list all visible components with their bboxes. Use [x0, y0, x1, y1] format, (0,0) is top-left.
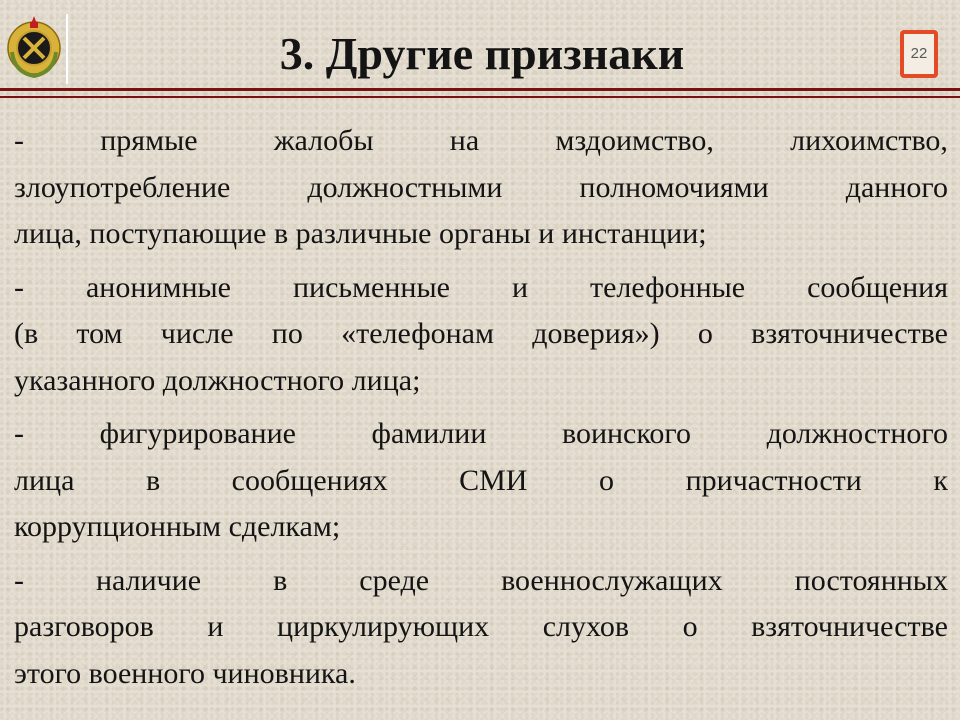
word: данного [845, 170, 948, 204]
page-number: 22 [904, 34, 934, 74]
word: должностными [307, 170, 503, 204]
word: слухов [542, 610, 630, 643]
slide-header [0, 0, 960, 100]
word: - [14, 417, 24, 450]
word: мздоимство, [555, 124, 714, 157]
text-line [14, 458, 948, 505]
word: лица [14, 463, 75, 497]
word: циркулирующих [277, 610, 490, 643]
word: - [14, 270, 24, 304]
word: в [273, 563, 288, 597]
text-line [14, 558, 948, 605]
word: СМИ [459, 463, 528, 497]
word: о [697, 317, 713, 350]
word: фигурирование [99, 417, 296, 450]
bullet-paragraph [14, 558, 948, 698]
word: доверия») [532, 317, 660, 350]
word: прямые [100, 124, 198, 157]
word: к [933, 463, 948, 497]
word: постоянных [794, 563, 948, 597]
word: воинского [561, 417, 691, 450]
word: том [76, 317, 123, 350]
slide-title: 3. Другие признаки [279, 28, 685, 79]
word: жалобы [273, 124, 374, 157]
word: разговоров [14, 610, 154, 643]
word: среде [359, 563, 430, 597]
word: числе [160, 317, 234, 350]
text-line [14, 504, 948, 551]
word: на [449, 124, 480, 157]
word: взяточничестве [751, 610, 948, 643]
word: полномочиями [579, 170, 769, 204]
text-line [14, 358, 948, 405]
word: (в [14, 317, 39, 350]
word: этого военного чиновника. [14, 656, 356, 690]
word: злоупотребление [14, 170, 231, 204]
word: взяточничестве [751, 317, 948, 350]
page-number-badge [900, 30, 938, 78]
word: в [145, 463, 161, 497]
text-line [14, 311, 948, 358]
bullet-paragraph [14, 411, 948, 551]
word: по [271, 317, 303, 350]
word: - [14, 124, 24, 157]
word: - [14, 563, 24, 597]
text-line [14, 211, 948, 258]
word: и [207, 610, 224, 643]
text-line [14, 265, 948, 312]
text-line [14, 411, 948, 458]
word: сообщения [807, 270, 948, 304]
word: телефонные [590, 270, 746, 304]
word: сообщениях [231, 463, 388, 497]
header-rule-top [0, 88, 960, 91]
word: о [682, 610, 698, 643]
word: коррупционным сделкам; [14, 510, 341, 543]
word: письменные [292, 270, 450, 304]
word: анонимные [85, 270, 231, 304]
bullet-paragraph [14, 265, 948, 405]
bullet-paragraph [14, 118, 948, 258]
text-line [14, 165, 948, 212]
word: лихоимство, [790, 124, 948, 157]
header-rule-bottom [0, 96, 960, 98]
word: фамилии [371, 417, 487, 450]
word: лица, поступающие в различные органы и инстанции; [14, 217, 707, 250]
text-line [14, 604, 948, 651]
text-line [14, 651, 948, 698]
word: о [599, 463, 615, 497]
word: указанного должностного лица; [14, 363, 421, 397]
word: наличие [95, 563, 202, 597]
word: и [511, 270, 529, 304]
word: «телефонам [341, 317, 494, 350]
word: должностного [766, 417, 948, 450]
slide-body [14, 118, 948, 704]
word: военнослужащих [501, 563, 723, 597]
text-line [14, 118, 948, 165]
word: причастности [685, 463, 862, 497]
